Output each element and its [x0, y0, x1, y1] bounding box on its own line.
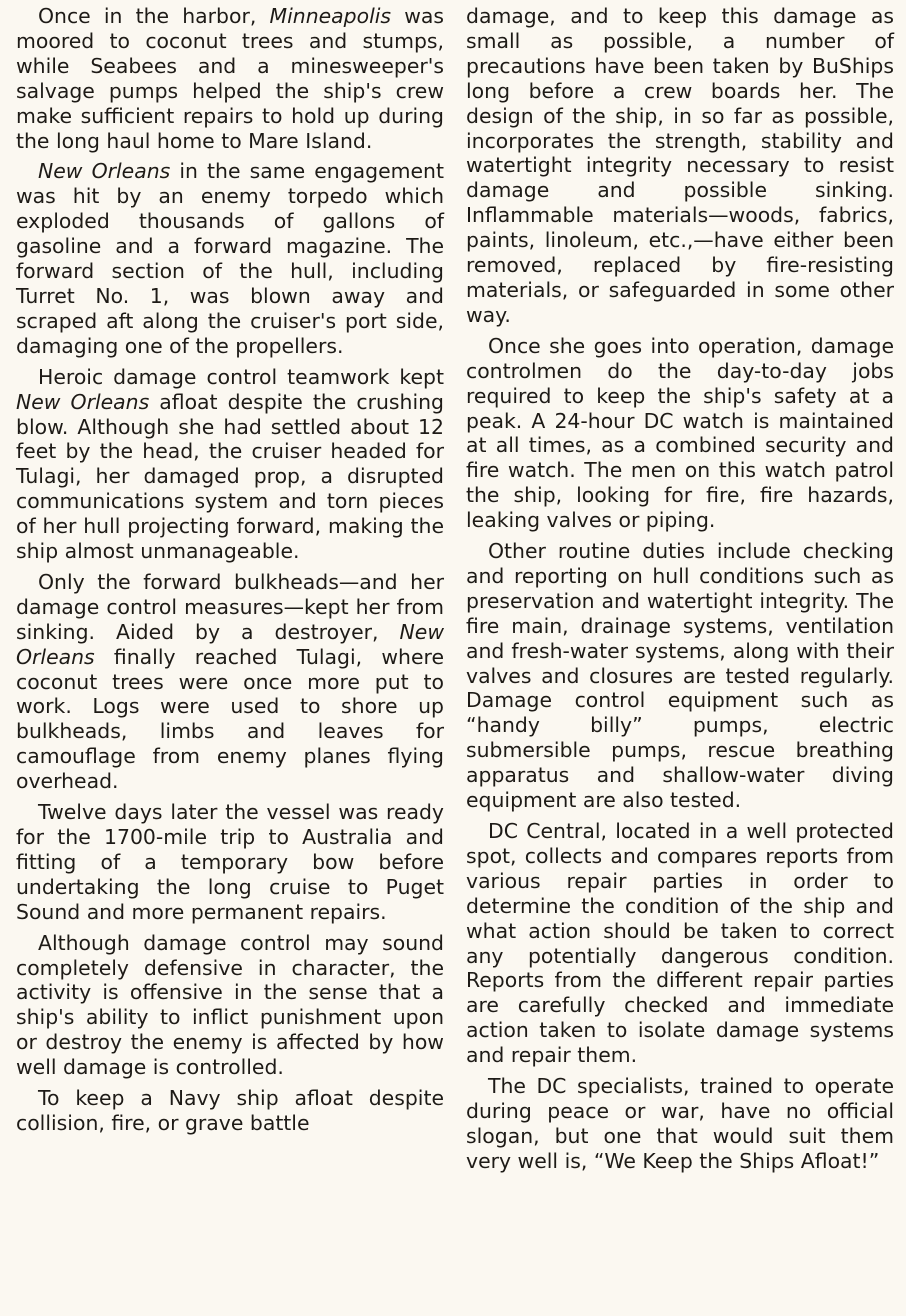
- paragraph-text: afloat despite the crushing blow. Although she had settled about 12 feet by the head, the cruiser headed for Tulagi, her damaged prop, a disrupted communications system and torn pieces of her hull projecting forward, making the ship almost unmanageable.: [16, 389, 444, 564]
- paragraph-text: was moored to coconut trees and stumps, while Seabees and a minesweeper's salvage pumps helped the ship's crew make sufficient repairs to hold up during the long haul home to Mare Island.: [16, 4, 445, 153]
- paragraph-text: Once in the harbor,: [38, 4, 270, 28]
- paragraph: [16, 800, 444, 925]
- ship-name-italic: New Orleans: [38, 159, 171, 184]
- paragraph-text: To keep a Navy ship afloat despite collision, fire, or grave battle: [16, 1086, 444, 1135]
- paragraph-text: The DC specialists, trained to operate during peace or war, have no official slogan, but one that would suit them very well is, “We Keep the Ships Afloat!”: [466, 1074, 894, 1173]
- paragraph: [466, 539, 894, 813]
- paragraph: [16, 4, 444, 153]
- ship-name-italic: New Orleans: [16, 619, 444, 669]
- paragraph-text: Only the forward bulkheads—and her damage control measures—kept her from sinking. Aided by a destroyer,: [16, 569, 444, 644]
- paragraph-text: in the same engagement was hit by an enemy torpedo which exploded thousands of gallons of gasoline and a forward magazine. The forward section of the hull, including Turret No. 1, was blown away and scraped aft along the cruiser's port side, damaging one of the propellers.: [16, 159, 444, 358]
- right-column: [466, 4, 894, 1180]
- paragraph: [466, 1074, 894, 1174]
- ship-name-italic: New Orleans: [16, 389, 150, 414]
- paragraph: [16, 159, 444, 358]
- paragraph-text: DC Central, located in a well protected spot, collects and compares reports from various repair parties in order to determine the condition of the ship and what action should be taken to correct any potentially dangerous condition. Reports from the different repair parties are carefully checked and immediate action taken to isolate damage systems and repair them.: [466, 819, 894, 1068]
- paragraph: [16, 365, 444, 564]
- paragraph-text: damage, and to keep this damage as small as possible, a number of precautions have been taken by BuShips long before a crew boards her. The design of the ship, in so far as possible, incorporates the strength, stability and watertight integrity necessary to resist damage and possible sinking. Inflammable materials—woods, fabrics, paints, linoleum, etc.,—have either been removed, replaced by fire-resisting materials, or safeguarded in some other way.: [466, 4, 894, 327]
- paragraph: [16, 1086, 444, 1136]
- paragraph-text: Once she goes into operation, damage controlmen do the day-to-day jobs required to keep the ship's safety at a peak. A 24-hour DC watch is maintained at all times, as a combined security and fire watch. The men on this watch patrol the ship, looking for fire, fire hazards, leaking valves or piping.: [466, 333, 894, 533]
- paragraph: [466, 334, 894, 533]
- paragraph-text: Heroic damage control teamwork kept: [38, 364, 444, 389]
- left-column: [16, 4, 444, 1142]
- ship-name-italic: Minneapolis: [269, 4, 392, 28]
- paragraph-continued: [466, 4, 894, 328]
- paragraph-text: Other routine duties include checking and reporting on hull conditions such as preservation and watertight integrity. The fire main, drainage systems, ventilation and fresh-water systems, along with their valves and closures are tested regularly. Damage control equipment such as “handy billy” pumps, electric submersible pumps, rescue breathing apparatus and shallow-water diving equipment are also tested.: [466, 539, 894, 813]
- paragraph: [16, 931, 444, 1080]
- paragraph: [466, 819, 894, 1068]
- paragraph-text: Although damage control may sound completely defensive in character, the activity is offensive in the sense that a ship's ability to inflict punishment upon or destroy the enemy is affected by how well damage is controlled.: [16, 930, 444, 1080]
- paragraph-text: finally reached Tulagi, where coconut trees were once more put to work. Logs were used to shore up bulkheads, limbs and leaves for camouflage from enemy planes flying overhead.: [16, 644, 444, 794]
- paragraph: [16, 570, 444, 794]
- paragraph-text: Twelve days later the vessel was ready for the 1700-mile trip to Australia and fitting of a temporary bow before undertaking the long cruise to Puget Sound and more permanent repairs.: [16, 800, 444, 924]
